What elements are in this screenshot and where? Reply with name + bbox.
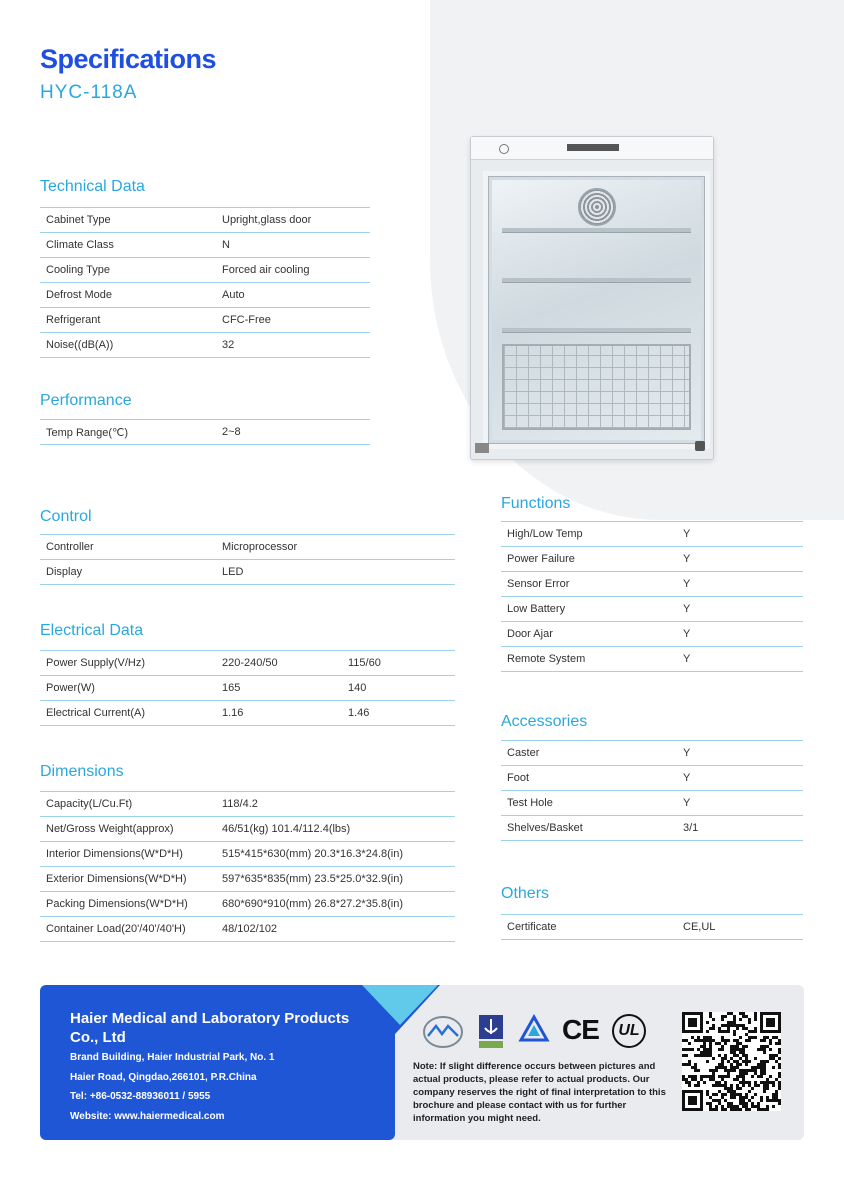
row-value: Y (677, 547, 803, 572)
foot (475, 443, 489, 453)
row-value: Forced air cooling (216, 258, 370, 283)
row-label: Controller (40, 535, 216, 560)
product-image (470, 136, 714, 460)
telephone: Tel: +86-0532-88936011 / 5955 (70, 1091, 211, 1102)
website-link[interactable]: Website: www.haiermedical.com (70, 1111, 225, 1122)
address-line-2: Haier Road, Qingdao,266101, P.R.China (70, 1072, 257, 1083)
row-value: Upright,glass door (216, 208, 370, 233)
row-value: 680*690*910(mm) 26.8*27.2*35.8(in) (216, 892, 455, 917)
row-value: Y (677, 766, 803, 791)
row-value: Microprocessor (216, 535, 455, 560)
test-hole (695, 441, 705, 451)
row-label: Foot (501, 766, 677, 791)
row-label: Power(W) (40, 676, 216, 701)
row-label: Interior Dimensions(W*D*H) (40, 842, 216, 867)
row-value: Auto (216, 283, 370, 308)
row-value: CFC-Free (216, 308, 370, 333)
accessories-heading: Accessories (501, 713, 588, 730)
table-row (40, 283, 370, 308)
table-row (40, 792, 455, 817)
row-value: 32 (216, 333, 370, 358)
others-heading: Others (501, 885, 550, 902)
row-label: Net/Gross Weight(approx) (40, 817, 216, 842)
table-row (501, 572, 803, 597)
row-label: Container Load(20'/40'/40'H) (40, 917, 216, 942)
control-table (40, 534, 455, 585)
table-row (40, 333, 370, 358)
table-row (40, 208, 370, 233)
row-value: Y (677, 791, 803, 816)
table-row (501, 816, 803, 841)
table-row (40, 817, 455, 842)
table-row (40, 867, 455, 892)
row-value: 118/4.2 (216, 792, 455, 817)
control-panel (471, 137, 713, 160)
row-label: Low Battery (501, 597, 677, 622)
table-row (501, 915, 803, 940)
row-label: Refrigerant (40, 308, 216, 333)
table-row (40, 258, 370, 283)
table-row (40, 560, 455, 585)
row-label: Shelves/Basket (501, 816, 677, 841)
company-name: Haier Medical and Laboratory Products Co., Ltd (70, 1010, 350, 1046)
row-value: 48/102/102 (216, 917, 455, 942)
row-value: Y (677, 622, 803, 647)
row-label: Defrost Mode (40, 283, 216, 308)
row-label: Cooling Type (40, 258, 216, 283)
row-value: Y (677, 572, 803, 597)
model-number: HYC-118A (40, 82, 138, 103)
row-label: Test Hole (501, 791, 677, 816)
row-value: Y (677, 647, 803, 672)
table-row (501, 597, 803, 622)
table-row (40, 701, 455, 726)
table-row (40, 308, 370, 333)
row-label: Power Failure (501, 547, 677, 572)
row-label: Temp Range(℃) (40, 420, 216, 445)
row-value-alt: 1.46 (342, 701, 455, 726)
table-row (40, 892, 455, 917)
row-label: Capacity(L/Cu.Ft) (40, 792, 216, 817)
row-value: LED (216, 560, 455, 585)
ce-mark-icon: CE (562, 1014, 599, 1045)
row-label: Climate Class (40, 233, 216, 258)
performance-heading: Performance (40, 392, 132, 409)
disclaimer-note: Note: If slight difference occurs between pictures and actual products, please refer to actual products. Our company reserves the right of final interpretation to this brochure and please contact with us for further information you might need. (413, 1061, 666, 1124)
table-row (40, 676, 455, 701)
row-value: CE,UL (677, 915, 803, 940)
row-value-alt: 115/60 (342, 651, 455, 676)
electrical-heading: Electrical Data (40, 622, 144, 639)
table-row (501, 647, 803, 672)
address-line-1: Brand Building, Haier Industrial Park, No. 1 (70, 1052, 275, 1063)
functions-table (501, 521, 803, 672)
row-label: Noise((dB(A)) (40, 333, 216, 358)
shelf (502, 278, 691, 283)
table-row (501, 741, 803, 766)
shelf (502, 328, 691, 333)
row-value: 515*415*630(mm) 20.3*16.3*24.8(in) (216, 842, 455, 867)
row-label: Certificate (501, 915, 677, 940)
row-value: Y (677, 741, 803, 766)
dimensions-table (40, 791, 455, 942)
technical-table (40, 207, 370, 358)
row-value: Y (677, 522, 803, 547)
display-panel (567, 144, 619, 151)
electrical-table (40, 650, 455, 726)
fan-icon (578, 188, 616, 226)
row-label: Sensor Error (501, 572, 677, 597)
row-value: N (216, 233, 370, 258)
row-label: Exterior Dimensions(W*D*H) (40, 867, 216, 892)
row-value: 220-240/50 (216, 651, 342, 676)
row-label: Display (40, 560, 216, 585)
anchor-certification-icon (478, 1014, 504, 1050)
row-value: 46/51(kg) 101.4/112.4(lbs) (216, 817, 455, 842)
table-row (501, 791, 803, 816)
row-value: 597*635*835(mm) 23.5*25.0*32.9(in) (216, 867, 455, 892)
row-label: Electrical Current(A) (40, 701, 216, 726)
table-row (501, 522, 803, 547)
dimensions-heading: Dimensions (40, 763, 124, 780)
table-row (40, 917, 455, 942)
row-label: Power Supply(V/Hz) (40, 651, 216, 676)
table-row (40, 842, 455, 867)
table-row (40, 233, 370, 258)
row-value: 1.16 (216, 701, 342, 726)
row-value: 3/1 (677, 816, 803, 841)
technical-heading: Technical Data (40, 178, 145, 195)
row-label: Door Ajar (501, 622, 677, 647)
performance-table (40, 419, 370, 445)
accessories-table (501, 740, 803, 841)
control-heading: Control (40, 508, 92, 525)
row-value: Y (677, 597, 803, 622)
row-label: Packing Dimensions(W*D*H) (40, 892, 216, 917)
row-label: Remote System (501, 647, 677, 672)
others-table (501, 914, 803, 940)
row-label: Caster (501, 741, 677, 766)
row-value-alt: 140 (342, 676, 455, 701)
shelf (502, 228, 691, 233)
page-title: Specifications (40, 44, 217, 74)
ul-mark-icon: UL (612, 1014, 646, 1048)
table-row (40, 651, 455, 676)
row-label: Cabinet Type (40, 208, 216, 233)
table-row (40, 535, 455, 560)
basket (502, 344, 691, 430)
table-row (40, 420, 370, 445)
row-value: 2~8 (216, 420, 370, 445)
qr-code-icon (682, 1012, 781, 1111)
table-row (501, 622, 803, 647)
row-label: High/Low Temp (501, 522, 677, 547)
table-row (501, 766, 803, 791)
triangle-certification-icon (518, 1014, 550, 1050)
lock-icon (499, 144, 509, 154)
row-value: 165 (216, 676, 342, 701)
table-row (501, 547, 803, 572)
glass-door (483, 171, 710, 449)
functions-heading: Functions (501, 495, 571, 512)
md-certification-icon (422, 1014, 464, 1050)
